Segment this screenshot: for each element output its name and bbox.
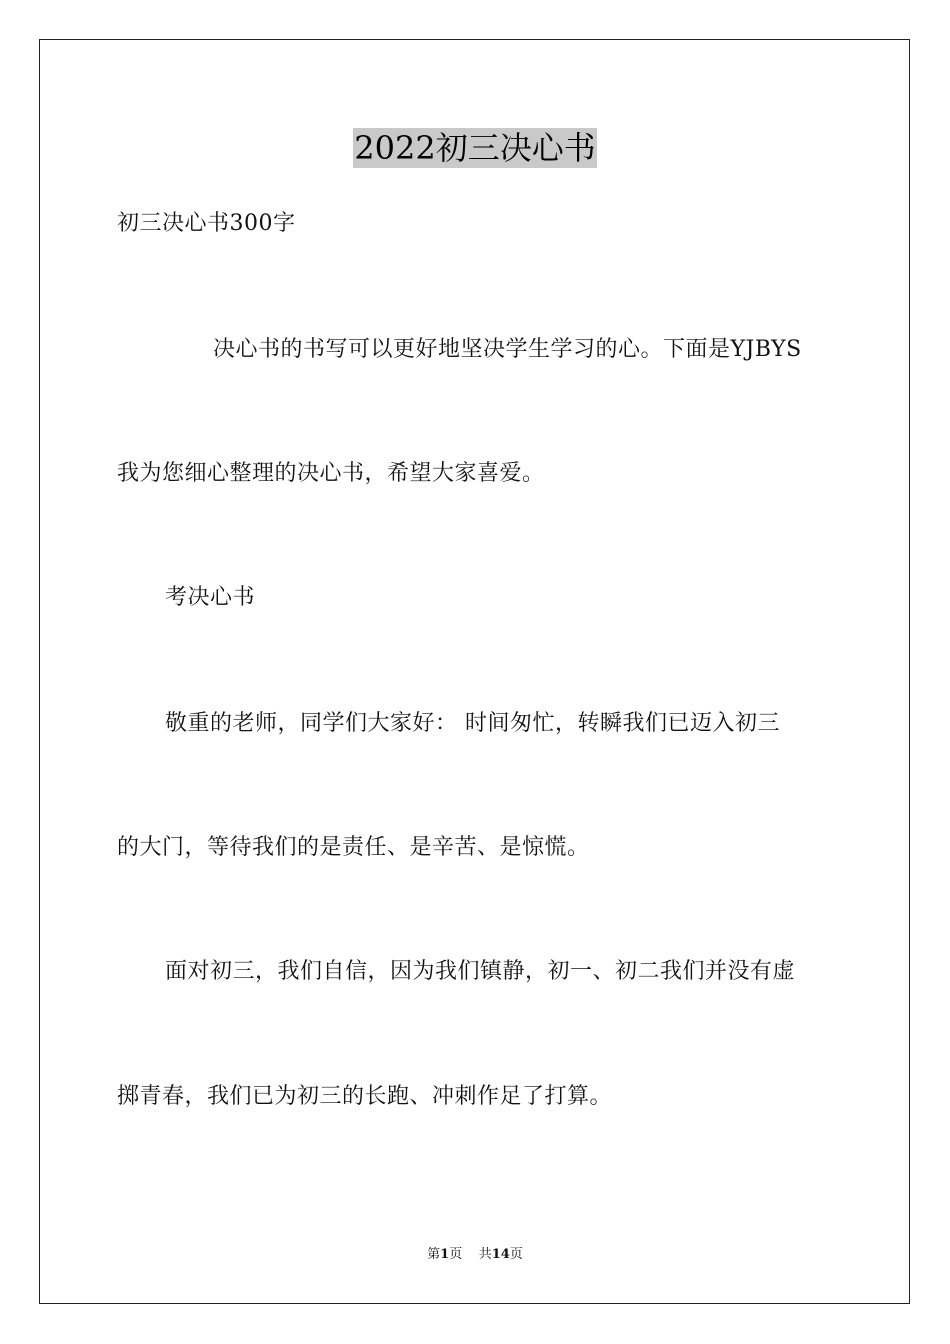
paragraph-line: 决心书的书写可以更好地坚决学生学习的心。下面是YJBYS <box>213 337 802 362</box>
paragraph-line: 掷青春，我们已为初三的长跑、冲刺作足了打算。 <box>117 1084 613 1109</box>
subtitle: 初三决心书300字 <box>117 211 296 236</box>
paragraph-line: 面对初三，我们自信，因为我们镇静，初一、初二我们并没有虚 <box>165 959 796 984</box>
section-heading: 考决心书 <box>165 585 256 610</box>
total-prefix: 共 <box>478 1247 492 1262</box>
page-prefix: 第 <box>427 1247 441 1262</box>
document-title: 2022初三决心书 <box>354 129 596 167</box>
paragraph-line: 的大门，等待我们的是责任、是辛苦、是惊慌。 <box>117 835 590 860</box>
paragraph-line: 我为您细心整理的决心书，希望大家喜爱。 <box>117 461 545 486</box>
page-suffix: 页 <box>449 1247 463 1262</box>
page-number: 1 <box>440 1247 450 1262</box>
total-suffix: 页 <box>509 1247 523 1262</box>
paragraph-line: 敬重的老师，同学们大家好： 时间匆忙，转瞬我们已迈入初三 <box>165 711 780 736</box>
total-pages: 14 <box>491 1247 510 1262</box>
page-footer <box>0 1246 950 1264</box>
title-container <box>0 128 950 168</box>
